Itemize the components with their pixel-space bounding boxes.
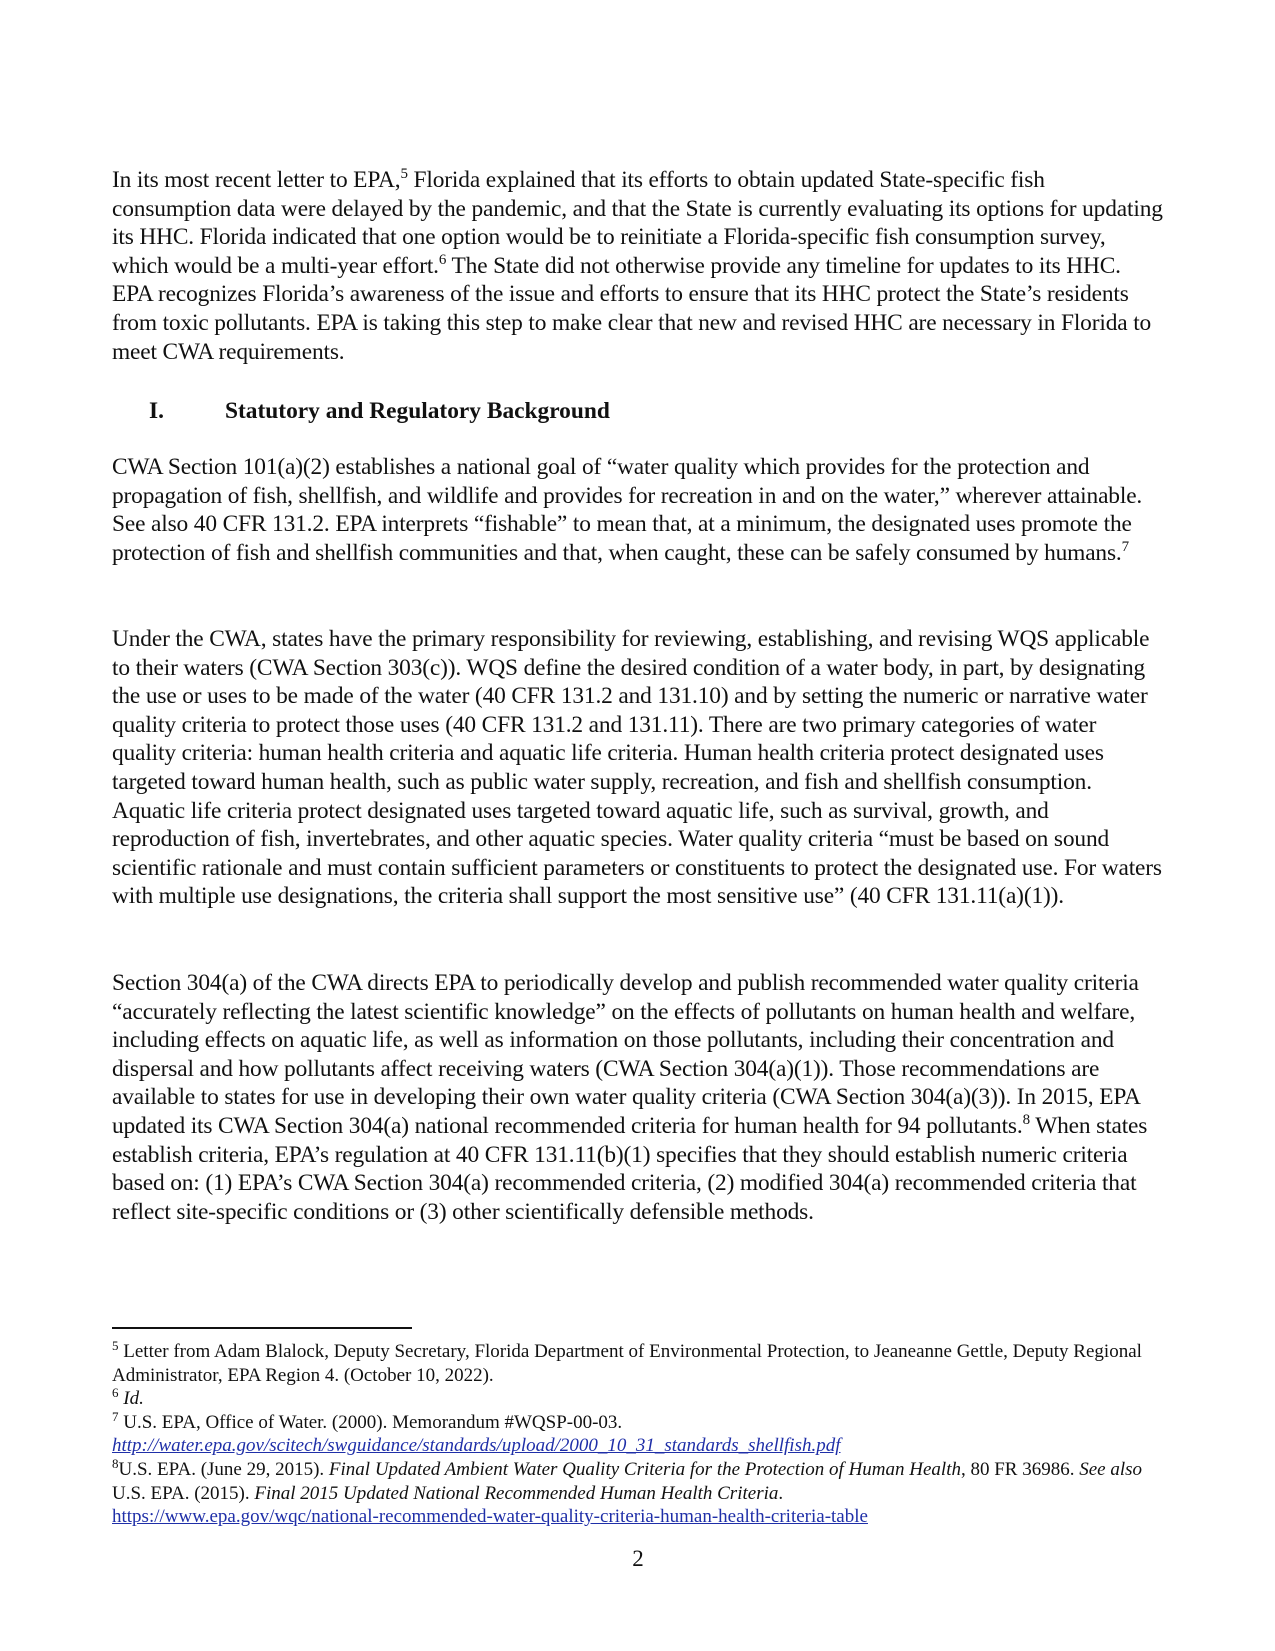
footnote-8-link[interactable]: https://www.epa.gov/wqc/national-recommended-water-quality-criteria-human-health-criteria-table [112, 1506, 868, 1528]
footnote-marker: 6 [112, 1385, 119, 1401]
footnotes [112, 1340, 1164, 1529]
paragraph-text: The State did not otherwise provide any timeline for updates to its HHC. EPA recognizes Florida’s awareness of the issue and efforts to ensure that its HHC protect the State’s residents from toxic pollutants. EPA is taking this step to make clear that new and revised HHC are necessary in Florida to meet CWA requirements. [112, 252, 1152, 365]
footnote-6 [112, 1387, 1164, 1411]
footnote-text: U.S. EPA. (2015). [112, 1482, 255, 1504]
section-number: I. [149, 398, 164, 424]
footnote-5 [112, 1340, 1164, 1387]
footnote-text: U.S. EPA, Office of Water. (2000). Memorandum #WQSP-00-03. [118, 1411, 623, 1433]
footnote-7-link[interactable]: http://water.epa.gov/scitech/swguidance/standards/upload/2000_10_31_standards_shellfish.pdf [112, 1435, 841, 1457]
footnote-text: Letter from Adam Blalock, Deputy Secretary, Florida Department of Environmental Protection, to Jeaneanne Gettle, Deputy Regional Administrator, EPA Region 4. (October 10, 2022). [112, 1341, 1142, 1386]
paragraph-text: Under the CWA, states have the primary responsibility for reviewing, establishing, and revising WQS applicable to their waters (CWA Section 303(c)). WQS define the desired condition of a water body, in part, by designating the use or uses to be made of the water (40 CFR 131.2 and 131.10) and by setting the numeric or narrative water quality criteria to protect those uses (40 CFR 131.2 and 131.11). There are two primary categories of water quality criteria: human health criteria and aquatic life criteria. Human health criteria protect designated uses targeted toward human health, such as public water supply, recreation, and fish and shellfish consumption. Aquatic life criteria protect designated uses targeted toward aquatic life, such as survival, growth, and reproduction of fish, invertebrates, and other aquatic species. Water quality criteria “must be based on sound scientific rationale and must contain sufficient parameters or constituents to protect the designated use. For waters with multiple use designations, the criteria shall support the most sensitive use” (40 CFR 131.11(a)(1)). [112, 626, 1162, 910]
footnote-text: Id. [123, 1388, 144, 1410]
paragraph-text: Section 304(a) of the CWA directs EPA to periodically develop and publish recommended water quality criteria “accurately reflecting the latest scientific knowledge” on the effects of pollutants on human health and welfare, including effects on aquatic life, as well as information on those pollutants, including their concentration and dispersal and how pollutants affect receiving waters (CWA Section 304(a)(1)). Those recommendations are available to states for use in developing their own water quality criteria (CWA Section 304(a)(3)). In 2015, EPA updated its CWA Section 304(a) national recommended criteria for human health for 94 pollutants. [112, 970, 1140, 1139]
footnote-title: Final 2015 Updated National Recommended Human Health Criteria [254, 1482, 779, 1504]
footnote-7 [112, 1408, 1164, 1458]
footnote-ref-6[interactable]: 6 [438, 251, 447, 268]
footnote-divider [112, 1327, 412, 1329]
paragraph-cwa-goal [112, 453, 1164, 567]
footnote-text: . [778, 1482, 784, 1504]
paragraph-state-responsibility [112, 625, 1164, 911]
paragraph-section-304a [112, 969, 1164, 1226]
footnote-marker: 7 [112, 1408, 119, 1424]
footnote-text: U.S. EPA. (June 29, 2015). [118, 1458, 329, 1480]
paragraph-florida-letter [112, 166, 1164, 366]
footnote-title: Final Updated Ambient Water Quality Criteria for the Protection of Human Health [328, 1458, 961, 1480]
paragraph-text: In its most recent letter to EPA, [112, 167, 401, 193]
footnote-marker: 5 [112, 1338, 119, 1353]
footnote-ref-8[interactable]: 8 [1022, 1111, 1030, 1128]
section-heading [149, 397, 610, 425]
paragraph-text: When states establish criteria, EPA’s regulation at 40 CFR 131.11(b)(1) specifies that they should establish numeric criteria based on: (1) EPA’s CWA Section 304(a) recommended criteria, (2) modified 304(a) recommended criteria that reflect site-specific conditions or (3) other scientifically defensible methods. [112, 1112, 1148, 1225]
footnote-text: , 80 FR 36986. [960, 1458, 1080, 1480]
footnote-marker: 8 [112, 1455, 119, 1471]
paragraph-text: CWA Section 101(a)(2) establishes a national goal of “water quality which provides for the protection and propagation of fish, shellfish, and wildlife and provides for recreation in and on the water,” wherever attainable. See also 40 CFR 131.2. EPA interprets “fishable” to mean that, at a minimum, the designated uses promote the protection of fish and shellfish communities and that, when caught, these can be safely consumed by humans. [112, 454, 1143, 566]
footnote-8 [112, 1455, 1164, 1529]
page-number: 2 [632, 1546, 644, 1571]
footnote-ref-5[interactable]: 5 [400, 166, 408, 182]
section-title: Statutory and Regulatory Background [225, 398, 610, 424]
paragraph-text: Florida explained that its efforts to obtain updated State-specific fish consumption data were delayed by the pandemic, and that the State is currently evaluating its options for updating its HHC. Florida indicated that one option would be to reinitiate a Florida-specific fish consumption survey, which would be a multi-year effort. [112, 167, 1163, 279]
footnote-signal: See also [1079, 1458, 1143, 1480]
footnote-ref-7[interactable]: 7 [1121, 538, 1129, 555]
